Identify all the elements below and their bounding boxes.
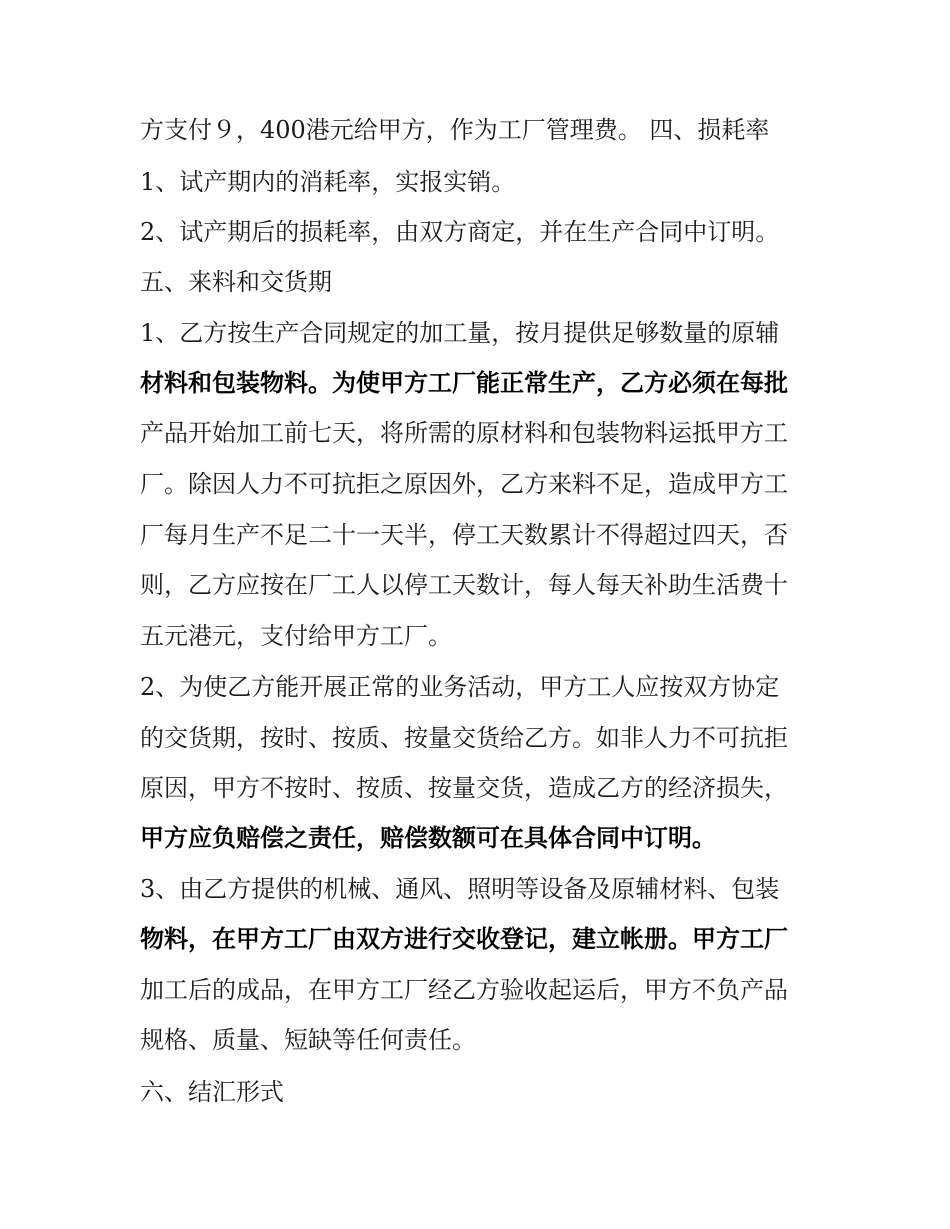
text-line-management-fee: 方支付９，400港元给甲方，作为工厂管理费。 四、损耗率	[140, 116, 770, 144]
text-line-delivery-4: 甲方应负赔偿之责任，赔偿数额可在具体合同中订明。	[140, 824, 716, 852]
text-line-materials-7: 五元港元，支付给甲方工厂。	[140, 622, 452, 650]
text-line-materials-4: 厂。除因人力不可抗拒之原因外，乙方来料不足，造成甲方工	[140, 470, 788, 498]
section-heading-materials-delivery: 五、来料和交货期	[140, 268, 332, 296]
text-line-equipment-1: 3、由乙方提供的机械、通风、照明等设备及原辅材料、包装	[140, 875, 780, 903]
text-line-materials-1: 1、乙方按生产合同规定的加工量，按月提供足够数量的原辅	[140, 319, 780, 347]
text-line-post-trial-loss-rate: 2、试产期后的损耗率，由双方商定，并在生产合同中订明。	[140, 218, 780, 246]
text-line-equipment-2: 物料，在甲方工厂由双方进行交收登记，建立帐册。甲方工厂	[140, 925, 788, 953]
section-heading-settlement: 六、结汇形式	[140, 1078, 284, 1106]
text-line-delivery-2: 的交货期，按时、按质、按量交货给乙方。如非人力不可抗拒	[140, 724, 788, 752]
text-line-materials-2: 材料和包装物料。为使甲方工厂能正常生产，乙方必须在每批	[140, 369, 788, 397]
text-line-delivery-1: 2、为使乙方能开展正常的业务活动，甲方工人应按双方协定	[140, 673, 780, 701]
text-line-equipment-3: 加工后的成品，在甲方工厂经乙方验收起运后，甲方不负产品	[140, 976, 788, 1004]
text-line-materials-3: 产品开始加工前七天，将所需的原材料和包装物料运抵甲方工	[140, 419, 788, 447]
text-line-trial-consumption: 1、试产期内的消耗率，实报实销。	[140, 168, 516, 196]
text-line-materials-6: 则，乙方应按在厂工人以停工天数计，每人每天补助生活费十	[140, 571, 788, 599]
text-line-delivery-3: 原因，甲方不按时、按质、按量交货，造成乙方的经济损失，	[140, 774, 788, 802]
text-line-equipment-4: 规格、质量、短缺等任何责任。	[140, 1026, 476, 1054]
text-line-materials-5: 厂每月生产不足二十一天半，停工天数累计不得超过四天，否	[140, 521, 788, 549]
